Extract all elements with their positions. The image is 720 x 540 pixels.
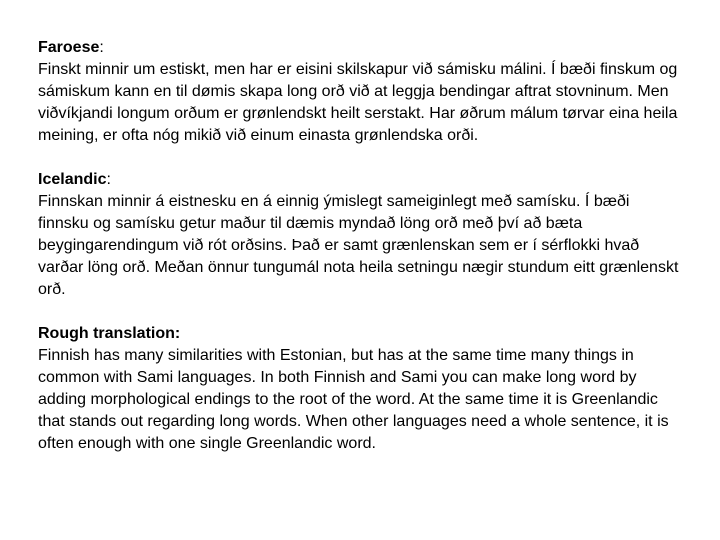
icelandic-paragraph: Finnskan minnir á eistnesku en á einnig ýmislegt sameiginlegt með samísku. Í bæði finnsku og samísku getur maður til dæmis myndað löng orð með því að bæta beygingarendingum við rót orðsins. Það er samt grænlenskan sem er í sérflokki hvað varðar löng orð. Meðan önnur tungumál nota heila setningu nægir stundum eitt grænlenskt orð. [38,193,679,298]
translation-section [38,323,683,455]
faroese-paragraph: Finskt minnir um estiskt, men har er eisini skilskapur við sámisku málini. Í bæði finskum og sámiskum kann en til dømis skapa long orð við at leggja bendingar aftrat stovninum. Men viðvíkjandi longum orðum er grønlendskt heilt serstakt. Har øðrum málum tørvar eina heila meining, er ofta nóg mikið við einum einasta grønlendska orði. [38,61,678,144]
faroese-heading: Faroese [38,39,100,56]
icelandic-heading-line [38,169,683,191]
translation-heading-line [38,323,683,345]
faroese-heading-colon: : [99,39,104,56]
icelandic-heading-colon: : [106,171,111,188]
icelandic-section [38,169,683,301]
document-body [38,37,683,477]
icelandic-heading: Icelandic [38,171,107,188]
faroese-section [38,37,683,147]
translation-heading: Rough translation: [38,325,181,342]
faroese-heading-line [38,37,683,59]
translation-paragraph: Finnish has many similarities with Estonian, but has at the same time many things in common with Sami languages. In both Finnish and Sami you can make long word by adding morphological endings to the root of the word. At the same time it is Greenlandic that stands out regarding long words. When other languages need a whole sentence, it is often enough with one single Greenlandic word. [38,347,669,452]
